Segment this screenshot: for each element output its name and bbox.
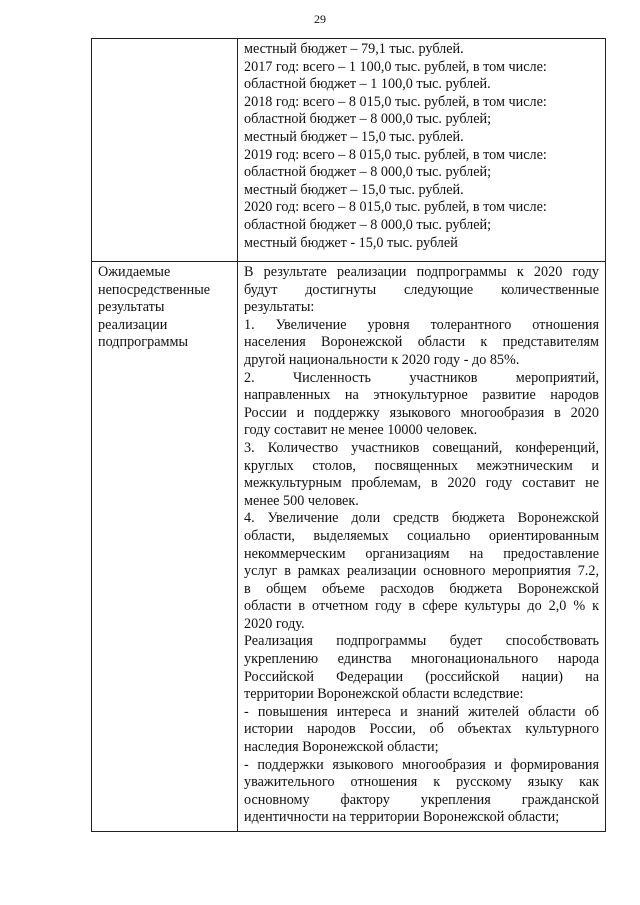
funding-line: областной бюджет – 8 000,0 тыс. рублей; [244,216,492,233]
result-text-line: области в отчетном году в сфере культуры до 2,0 % к [244,598,599,615]
result-text-line: территории Воронежской области вследствие: [244,686,524,703]
row-label-cell [92,39,238,262]
result-text-line: наследия Воронежской области; [244,739,439,756]
funding-line: 2019 год: всего – 8 015,0 тыс. рублей, в том числе: [244,146,547,163]
result-text-line: году составит не менее 10000 человек. [244,422,478,439]
result-text-line: уважительного отношения к русскому языку как [244,774,599,791]
funding-line: 2017 год: всего – 1 100,0 тыс. рублей, в том числе: [244,58,547,75]
result-text-line: области, выделяемых социально ориентированным [244,527,599,544]
result-text-line: России и поддержку языкового многообразия в 2020 [244,404,599,421]
page-number: 29 [314,12,326,26]
funding-line: местный бюджет – 79,1 тыс. рублей. [244,41,464,57]
table-row-funding [92,39,606,262]
row-label-line: непосредственные [98,281,211,298]
funding-line: местный бюджет - 15,0 тыс. рублей [244,234,458,251]
program-passport-table [91,38,606,832]
result-text-line: Российской Федерации (российской нации) на [244,668,599,685]
result-text-line: 2020 году. [244,615,305,632]
result-text-line: 2. Численность участников мероприятий, [244,369,599,386]
result-text-line: будут достигнуты следующие количественные [244,281,599,298]
funding-text-cell [238,39,606,262]
result-text-line: 3. Количество участников совещаний, конференций, [244,439,599,456]
result-text-line: другой национальности к 2020 году - до 85%. [244,351,520,368]
row-label-line: Ожидаемые [98,264,171,280]
funding-line: областной бюджет – 8 000,0 тыс. рублей; [244,164,492,181]
result-text-line: В результате реализации подпрограммы к 2020 году [244,264,599,280]
funding-line: местный бюджет – 15,0 тыс. рублей. [244,128,464,145]
result-text-line: - повышения интереса и знаний жителей области об [244,703,599,720]
result-text-line: 1. Увеличение уровня толерантного отношения [244,316,599,333]
result-text-line: результаты: [244,299,315,316]
result-text-line: Реализация подпрограммы будет способствовать [244,633,599,650]
funding-line: 2020 год: всего – 8 015,0 тыс. рублей, в том числе: [244,199,547,216]
result-text-line: идентичности на территории Воронежской области; [244,809,560,826]
result-text-line: в общем объеме расходов бюджета Воронежской [244,580,599,597]
result-text-line: истории народов России, об объектах культурного [244,721,599,738]
result-text-line: менее 500 человек. [244,492,359,509]
result-text-line: населения Воронежской области к представителям [244,334,599,351]
result-text-line: - поддержки языкового многообразия и формирования [244,756,599,773]
result-text-line: 4. Увеличение доли средств бюджета Воронежской [244,510,599,527]
row-label-line: результаты [98,299,165,316]
result-text-line: направленных на этнокультурное развитие народов [244,387,599,404]
table-row-expected-results [92,262,606,832]
result-text-line: укреплению единства многонационального народа [244,651,599,668]
result-text-line: круглых столов, посвященных межэтническим и [244,457,599,474]
funding-line: местный бюджет – 15,0 тыс. рублей. [244,181,464,198]
funding-line: областной бюджет – 1 100,0 тыс. рублей. [244,76,491,93]
expected-results-text-cell [238,262,606,832]
result-text-line: основному фактору укрепления гражданской [244,791,599,808]
row-label-line: реализации [98,316,168,333]
row-label-line: подпрограммы [98,334,188,351]
funding-line: областной бюджет – 8 000,0 тыс. рублей; [244,111,492,128]
result-text-line: некоммерческим организациям на предоставление [244,545,599,562]
result-text-line: услуг в рамках реализации основного мероприятия 7.2, [244,563,599,580]
funding-line: 2018 год: всего – 8 015,0 тыс. рублей, в том числе: [244,93,547,110]
row-label-cell [92,262,238,832]
result-text-line: межкультурным проблемам, в 2020 году составит не [244,475,599,492]
